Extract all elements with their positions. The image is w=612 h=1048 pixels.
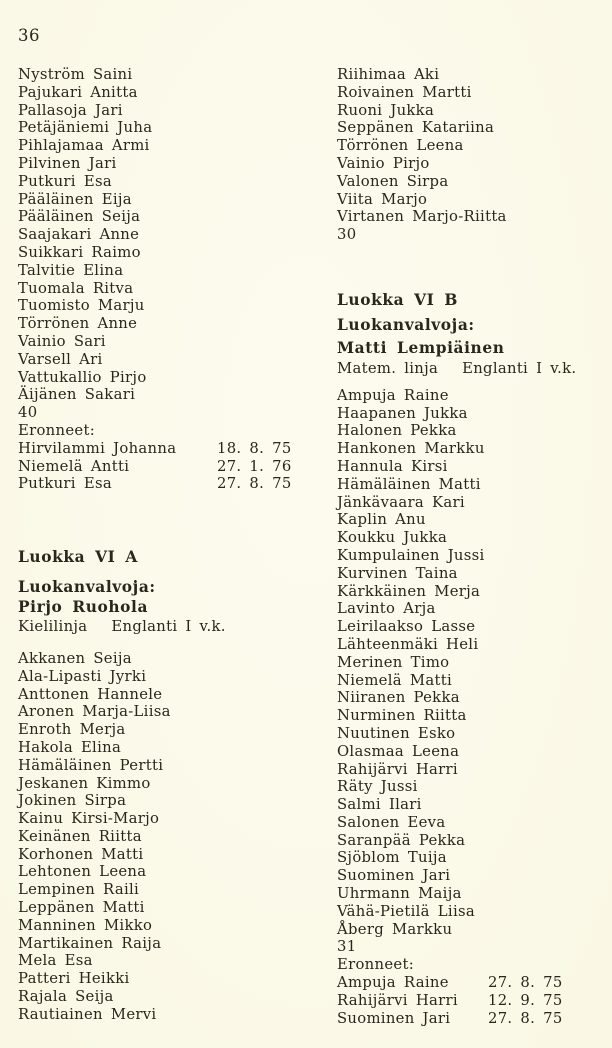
- student-name: Saranpää Pekka: [337, 831, 466, 849]
- student-name: Keinänen Riitta: [18, 827, 142, 845]
- student-name: Lähteenmäki Heli: [337, 635, 479, 653]
- student-name: Hankonen Markku: [337, 440, 485, 458]
- leave-date: 12. 9. 75: [488, 991, 563, 1009]
- student-name: Olasmaa Leena: [337, 742, 460, 760]
- student-name: Kärkkäinen Merja: [337, 582, 481, 600]
- student-name: Niemelä Matti: [337, 671, 452, 689]
- student-name: Suominen Jari: [337, 867, 451, 885]
- student-name: Ampuja Raine: [337, 386, 449, 404]
- eronneet-row: [18, 458, 318, 476]
- student-name: Nuutinen Esko: [337, 724, 456, 742]
- class-via-title: Luokka VI A: [18, 548, 138, 567]
- left-eronneet-list: [18, 440, 318, 493]
- student-name: Kainu Kirsi-Marjo: [18, 810, 160, 828]
- student-name: Tuomisto Marju: [18, 297, 145, 315]
- student-name: Salonen Eeva: [337, 813, 446, 831]
- student-name: Varsell Ari: [18, 350, 103, 368]
- student-name: Koukku Jukka: [337, 529, 448, 547]
- student-name: Äijänen Sakari: [18, 386, 136, 404]
- student-name: Tuomala Ritva: [18, 279, 134, 297]
- student-name: Pallasoja Jari: [18, 101, 123, 119]
- student-name: Virtanen Marjo-Riitta: [337, 208, 507, 226]
- student-name: Aronen Marja-Liisa: [18, 703, 171, 721]
- student-name: Vainio Pirjo: [337, 154, 430, 172]
- student-name: Vainio Sari: [18, 332, 106, 350]
- student-name: Putkuri Esa: [18, 172, 112, 190]
- student-name: Nurminen Riitta: [337, 707, 467, 725]
- student-name: Sjöblom Tuija: [337, 849, 447, 867]
- student-name: Lempinen Raili: [18, 881, 140, 899]
- student-name: Valonen Sirpa: [337, 172, 449, 190]
- student-name: Jänkävaara Kari: [337, 493, 465, 511]
- student-name: Viita Marjo: [337, 190, 428, 208]
- class-via-supervisor-label: Luokanvalvoja:: [18, 578, 156, 597]
- class-vib-line-info: Matem. linja Englanti I v.k.: [337, 359, 577, 377]
- left-eronneet-label: Eronneet:: [18, 421, 95, 439]
- class-vib-supervisor-name: Matti Lempiäinen: [337, 338, 505, 357]
- student-name: Suominen Jari: [337, 1009, 451, 1027]
- student-name: Kurvinen Taina: [337, 564, 458, 582]
- student-name: Niiranen Pekka: [337, 689, 460, 707]
- eronneet-row: [337, 992, 599, 1010]
- leave-date: 27. 8. 75: [488, 974, 563, 992]
- eronneet-row: [18, 440, 318, 458]
- student-name: Haapanen Jukka: [337, 404, 468, 422]
- student-name: Räty Jussi: [337, 778, 418, 796]
- left-continued-name-list: [18, 66, 318, 404]
- student-name: Vähä-Pietilä Liisa: [337, 902, 475, 920]
- left-column: [18, 0, 318, 1024]
- class-vib-eronneet-label: Eronneet:: [337, 956, 414, 974]
- student-name: Hannula Kirsi: [337, 457, 448, 475]
- student-name: Törrönen Leena: [337, 137, 464, 155]
- student-name: Petäjäniemi Juha: [18, 119, 153, 137]
- student-name: Martikainen Raija: [18, 934, 162, 952]
- student-name: Mela Esa: [18, 952, 93, 970]
- student-name: Vattukallio Pirjo: [18, 368, 147, 386]
- leave-date: 27. 1. 76: [217, 457, 292, 475]
- student-name: Uhrmann Maija: [337, 885, 462, 903]
- student-name: Hämäläinen Pertti: [18, 756, 164, 774]
- student-name: Riihimaa Aki: [337, 66, 440, 83]
- class-vib-supervisor-label: Luokanvalvoja:: [337, 315, 475, 334]
- eronneet-row: [18, 475, 318, 493]
- class-vib-title: Luokka VI B: [337, 290, 459, 309]
- student-name: Pihlajamaa Armi: [18, 137, 150, 155]
- student-name: Åberg Markku: [337, 920, 453, 938]
- right-continued-name-list: [337, 66, 599, 226]
- student-name: Enroth Merja: [18, 721, 126, 739]
- right-student-count: 30: [337, 226, 357, 244]
- student-name: Halonen Pekka: [337, 422, 457, 440]
- student-name: Suikkari Raimo: [18, 243, 141, 261]
- student-name: Rahijärvi Harri: [337, 760, 458, 778]
- student-name: Hirvilammi Johanna: [18, 439, 177, 457]
- student-name: Ala-Lipasti Jyrki: [18, 667, 147, 685]
- student-name: Pääläinen Eija: [18, 190, 132, 208]
- student-name: Rautiainen Mervi: [18, 1005, 157, 1023]
- student-name: Niemelä Antti: [18, 457, 130, 475]
- student-name: Leirilaakso Lasse: [337, 618, 476, 636]
- right-column: [337, 0, 599, 1027]
- student-name: Jeskanen Kimmo: [18, 774, 151, 792]
- student-name: Lehtonen Leena: [18, 863, 147, 881]
- student-name: Salmi Ilari: [337, 796, 422, 814]
- student-name: Kaplin Anu: [337, 511, 426, 529]
- class-via-name-list: [18, 650, 318, 1024]
- page-number: 36: [18, 26, 40, 45]
- student-name: Patteri Heikki: [18, 970, 130, 988]
- class-vib-eronneet-list: [337, 974, 599, 1027]
- class-vib-name-list: [337, 387, 599, 939]
- student-name: Korhonen Matti: [18, 845, 144, 863]
- eronneet-row: [337, 974, 599, 992]
- leave-date: 18. 8. 75: [217, 439, 292, 457]
- student-name: Leppänen Matti: [18, 899, 145, 917]
- student-name: Roivainen Martti: [337, 83, 472, 101]
- student-name: Talvitie Elina: [18, 261, 124, 279]
- class-via-line-info: Kielilinja Englanti I v.k.: [18, 618, 226, 636]
- student-name: Rahijärvi Harri: [337, 991, 458, 1009]
- student-name: Manninen Mikko: [18, 916, 153, 934]
- student-name: Merinen Timo: [337, 653, 450, 671]
- student-name: Kumpulainen Jussi: [337, 546, 485, 564]
- student-name: Saajakari Anne: [18, 226, 140, 244]
- student-name: Anttonen Hannele: [18, 685, 163, 703]
- student-name: Putkuri Esa: [18, 475, 112, 493]
- student-name: Pajukari Anitta: [18, 83, 138, 101]
- student-name: Hämäläinen Matti: [337, 475, 481, 493]
- student-name: Jokinen Sirpa: [18, 792, 127, 810]
- student-name: Rajala Seija: [18, 988, 114, 1006]
- class-vib-student-count: 31: [337, 938, 357, 956]
- leave-date: 27. 8. 75: [217, 475, 292, 493]
- left-student-count: 40: [18, 404, 38, 422]
- student-name: Ruoni Jukka: [337, 101, 435, 119]
- class-via-supervisor-name: Pirjo Ruohola: [18, 598, 149, 617]
- student-name: Lavinto Arja: [337, 600, 436, 618]
- student-name: Pilvinen Jari: [18, 154, 117, 172]
- student-name: Törrönen Anne: [18, 315, 138, 333]
- eronneet-row: [337, 1010, 599, 1028]
- student-name: Hakola Elina: [18, 738, 122, 756]
- student-name: Ampuja Raine: [337, 974, 449, 992]
- student-name: Nyström Saini: [18, 66, 133, 83]
- leave-date: 27. 8. 75: [488, 1009, 563, 1027]
- student-name: Seppänen Katariina: [337, 119, 495, 137]
- student-name: Pääläinen Seija: [18, 208, 141, 226]
- student-name: Akkanen Seija: [18, 649, 132, 667]
